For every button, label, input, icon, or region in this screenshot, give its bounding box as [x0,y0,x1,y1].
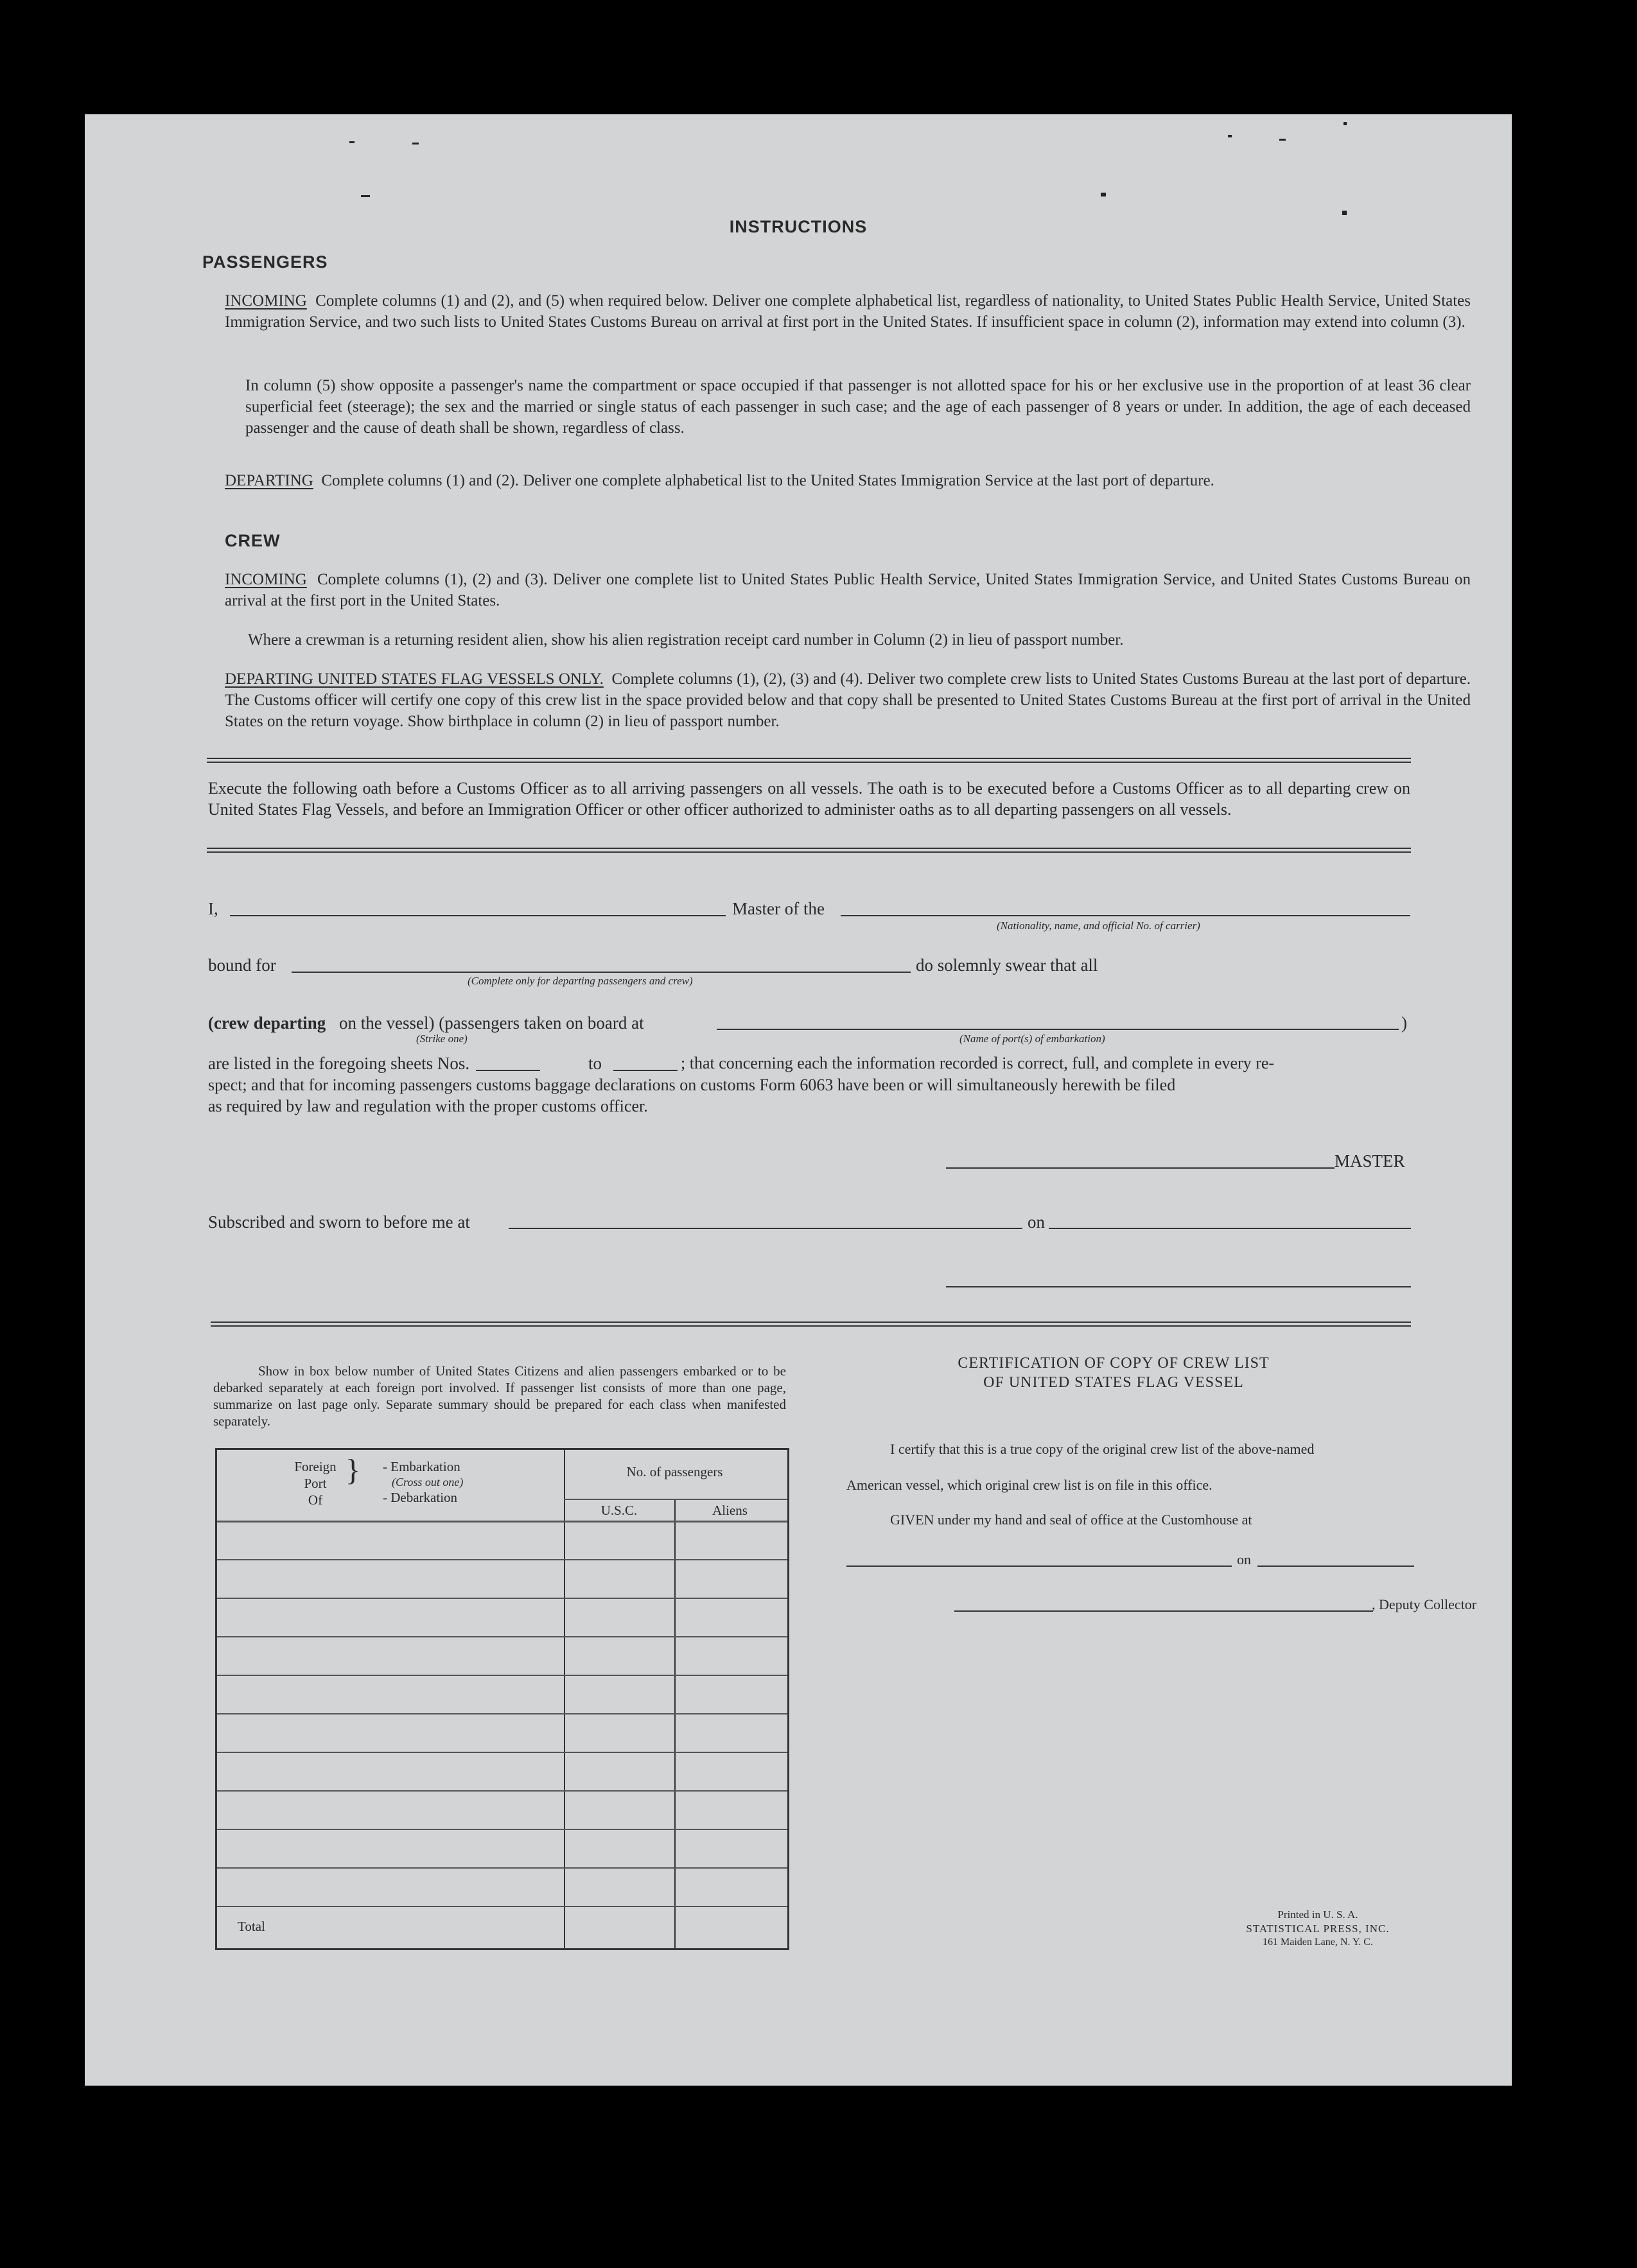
usc-header: U.S.C. [600,1503,638,1518]
cross-out-caption: (Cross out one) [392,1476,464,1488]
carrier-caption: (Nationality, name, and official No. of carrier) [997,920,1200,932]
scan-speck [1279,139,1286,141]
passengers-departing-paragraph [225,470,1471,491]
table-row [217,1636,787,1637]
table-divider [217,1521,787,1522]
close-paren: ) [1401,1013,1407,1033]
embarkation-ports-field[interactable] [717,1029,1399,1030]
given-text: GIVEN under my hand and seal of office at the Customhouse at [890,1512,1252,1528]
summary-instructions: Show in box below number of United States Citizens and alien passengers embarked or to be debarked separately at each foreign port involved. If passenger list consists of more than one page, summarize on last page only. Separate summary should be prepared for each class when manifested separately. [213,1363,786,1429]
scan-speck [412,143,419,144]
foreign-label: Foreign [294,1459,337,1474]
bound-caption: (Complete only for departing passengers and crew) [468,975,693,987]
table-row [217,1867,787,1869]
certify-line-2: American vessel, which original crew list is on file in this office. [846,1477,1212,1493]
customhouse-field[interactable] [846,1566,1232,1567]
table-row [217,1559,787,1560]
master-name-field[interactable] [230,915,726,916]
master-signature-field[interactable] [946,1167,1335,1169]
listed-post-text: ; that concerning each the information recorded is correct, full, and complete in every re- [681,1054,1275,1072]
crew-resident-paragraph: Where a crewman is a returning resident alien, show his alien registration receipt card number in Column (2) in lieu of passport number. [248,631,1124,649]
table-divider [564,1450,565,1948]
printer-line-2: STATISTICAL PRESS, INC. [1246,1923,1390,1935]
scan-speck [349,141,355,143]
officer-signature-field[interactable] [946,1286,1411,1287]
carrier-field[interactable] [841,915,1410,916]
scan-speck [1342,211,1347,215]
scan-speck [1228,135,1232,137]
no-passengers-header: No. of passengers [626,1464,723,1479]
listed-text: are listed in the foregoing sheets Nos. [208,1054,470,1073]
strike-caption: (Strike one) [416,1033,468,1045]
table-row [217,1906,787,1907]
section-divider [211,1322,1411,1327]
printer-line-3: 161 Maiden Lane, N. Y. C. [1263,1937,1373,1948]
sworn-on-label: on [1028,1212,1045,1232]
table-divider [564,1499,787,1500]
crew-heading: CREW [225,531,281,550]
oath-i-label: I, [208,899,218,918]
page-title: INSTRUCTIONS [729,217,868,236]
sworn-date-field[interactable] [1049,1228,1411,1229]
sheet-from-field[interactable] [476,1070,540,1071]
table-row [217,1790,787,1792]
debarkation-option[interactable]: - Debarkation [383,1490,458,1505]
crew-departing-option[interactable]: (crew departing [208,1013,326,1033]
master-of-the-label: Master of the [732,899,825,918]
certification-title-2: OF UNITED STATES FLAG VESSEL [983,1374,1244,1391]
cert-on-label: on [1237,1551,1251,1567]
section-divider [207,848,1411,853]
passengers-incoming-label: INCOMING [225,292,307,310]
of-label: Of [308,1492,323,1508]
passengers-heading: PASSENGERS [202,252,328,272]
passengers-option[interactable]: on the vessel) (passengers taken on board at [339,1013,644,1033]
passengers-departing-text: Complete columns (1) and (2). Deliver one complete alphabetical list to the United States Immigration Service at the last port of departure. [321,472,1214,489]
passengers-departing-label: DEPARTING [225,472,313,489]
table-row [217,1752,787,1753]
section-divider [207,758,1411,763]
passengers-incoming-paragraph [225,290,1471,333]
oath-line-2: spect; and that for incoming passengers customs baggage declarations on customs Form 6063 have been or will simultaneously herewith be filed [208,1076,1176,1094]
subscribed-text: Subscribed and sworn to before me at [208,1212,470,1232]
oath-line-3: as required by law and regulation with the proper customs officer. [208,1097,648,1115]
destination-field[interactable] [292,972,911,973]
crew-incoming-text: Complete columns (1), (2) and (3). Deliver one complete list to United States Public Health Service, United States Immigration Service, and United States Customs Bureau on arrival at the first port in the United States. [225,571,1471,609]
scan-speck [1101,193,1106,196]
sheet-to-field[interactable] [613,1070,678,1071]
table-row [217,1713,787,1714]
master-signature-label: MASTER [1335,1151,1405,1171]
ports-caption: (Name of port(s) of embarkation) [959,1033,1105,1045]
cert-date-field[interactable] [1257,1566,1414,1567]
crew-departing-label: DEPARTING UNITED STATES FLAG VESSELS ONLY. [225,670,604,688]
scan-speck [1344,122,1347,125]
printer-line-1: Printed in U. S. A. [1277,1908,1358,1921]
to-label: to [588,1054,602,1073]
brace-icon: } [346,1453,361,1487]
crew-incoming-label: INCOMING [225,571,307,588]
certify-line-1: I certify that this is a true copy of the original crew list of the above-named [890,1441,1315,1457]
table-divider [674,1499,676,1948]
table-row [217,1829,787,1830]
aliens-header: Aliens [712,1503,748,1518]
deputy-signature-field[interactable] [954,1610,1373,1612]
scan-speck [361,195,370,197]
passengers-column5-paragraph: In column (5) show opposite a passenger's name the compartment or space occupied if that passenger is not allotted space for his or her exclusive use in the proportion of at least 36 clear superficial feet (steerage); the sex and the married or single status of each passenger in such case; and the age of each passenger of 8 years or under. In addition, the age of each deceased passenger and the cause of death shall be shown, regardless of class. [245,377,1471,437]
bound-for-label: bound for [208,955,276,975]
crew-departing-paragraph [225,668,1471,732]
crew-departing-text: Complete columns (1), (2), (3) and (4). Deliver two complete crew lists to United States Customs Bureau at the last port of departure. The Customs officer will certify one copy of this crew list in the space provided below and that copy shall be presented to United States Customs Bureau at the first port of arrival in the United States on the return voyage. Show birthplace in column (2) in lieu of passport number. [225,670,1471,730]
crew-incoming-paragraph [225,569,1471,611]
table-row [217,1675,787,1676]
swear-text: do solemnly swear that all [916,955,1098,975]
form-sheet [85,114,1512,2086]
deputy-collector-label: , Deputy Collector [1372,1596,1477,1612]
passenger-summary-table [215,1448,789,1950]
passengers-incoming-text: Complete columns (1) and (2), and (5) when required below. Deliver one complete alphabetical list, regardless of nationality, to United States Public Health Service, United States Immigration Service, and two such lists to United States Customs Bureau on arrival at first port in the United States. If insufficient space in column (2), information may extend into column (3). [225,292,1471,331]
sworn-place-field[interactable] [509,1228,1022,1229]
total-label: Total [238,1919,265,1934]
certification-title-1: CERTIFICATION OF COPY OF CREW LIST [958,1355,1270,1372]
table-row [217,1598,787,1599]
embarkation-option[interactable]: - Embarkation [383,1459,460,1474]
oath-instructions: Execute the following oath before a Customs Officer as to all arriving passengers on all vessels. The oath is to be executed before a Customs Officer as to all departing crew on United States Flag Vessels, and before an Immigration Officer or other officer authorized to administer oaths as to all departing passengers on all vessels. [208,779,1410,819]
port-label: Port [304,1476,327,1491]
